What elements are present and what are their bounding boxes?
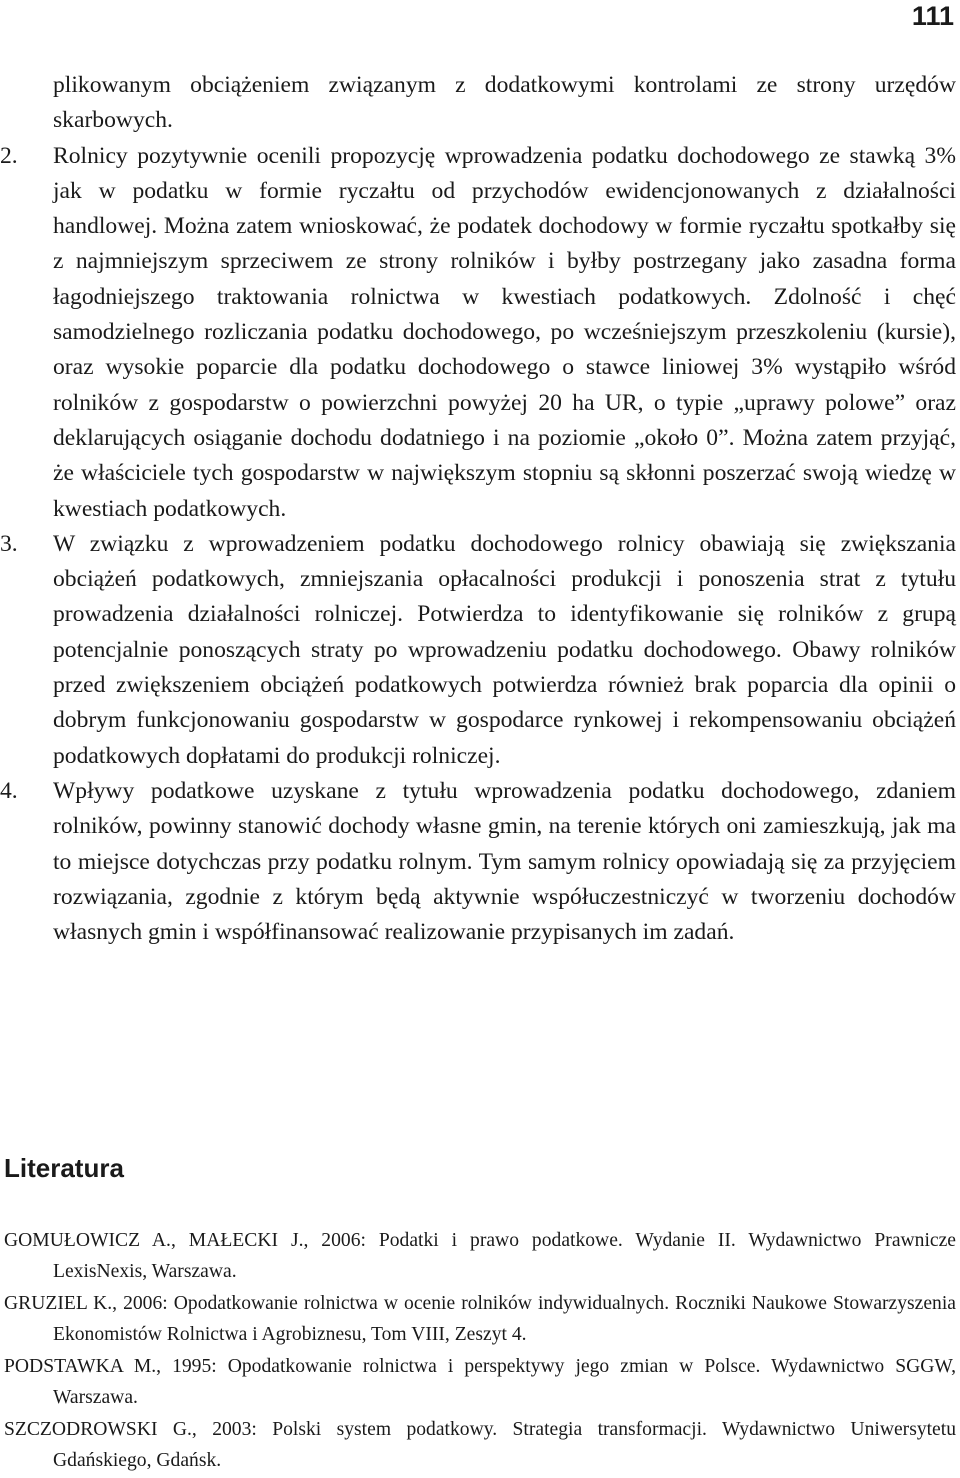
list-item-continuation: [0, 68, 956, 139]
list-item-number: 3.: [0, 530, 18, 557]
reference-item: PODSTAWKA M., 1995: Opodatkowanie rolnictwa i perspektywy jego zmian w Polsce. Wydawnictwo SGGW, Warszawa.: [4, 1356, 956, 1408]
reference-item: SZCZODROWSKI G., 2003: Polski system podatkowy. Strategia transformacji. Wydawnictwo Uniwersytetu Gdańskiego, Gdańsk.: [4, 1419, 956, 1471]
literature-heading: Literatura: [4, 1153, 124, 1183]
list-item-2: [0, 139, 956, 527]
page-number: 111: [911, 1, 954, 31]
list-item-number: 2.: [0, 142, 18, 169]
list-item-text: Rolnicy pozytywnie ocenili propozycję wprowadzenia podatku dochodowego ze stawką 3% jak w podatku w formie ryczałtu od przychodów ewidencjonowanych z działalności handlowej. Można zatem wnioskować, że podatek dochodowy w formie ryczałtu spotkałby się z najmniejszym sprzeciwem ze strony rolników i byłby postrzegany jako zasadna forma łagodniejszego traktowania rolnictwa w kwestiach podatkowych. Zdolność i chęć samodzielnego rozliczania podatku dochodowego, po wcześniejszym przeszkoleniu (kursie), oraz wysokie poparcie dla podatku dochodowego o stawce liniowej 3% wystąpiło wśród rolników z gospodarstw o powierzchni powyżej 20 ha UR, o typie „uprawy polowe” oraz deklarujących osiąganie dochodu dodatniego i na poziomie „około 0”. Można zatem przyjąć, że właściciele tych gospodarstw w największym stopniu są skłonni poszerzać swoją wiedzę w kwestiach podatkowych.: [53, 142, 956, 522]
conclusions-list: [0, 68, 956, 950]
references-list: [4, 1226, 956, 1478]
list-item-4: [0, 774, 956, 950]
list-item-text: Wpływy podatkowe uzyskane z tytułu wprowadzenia podatku dochodowego, zdaniem rolników, powinny stanowić dochody własne gmin, na terenie których oni zamieszkują, jak ma to miejsce dotychczas przy podatku rolnym. Tym samym rolnicy opowiadają się za przyjęciem rozwiązania, zgodnie z którym będą aktywnie współuczestniczyć w tworzeniu dochodów własnych gmin i współfinansować realizowanie przypisanych im zadań.: [53, 777, 956, 946]
reference-item: GOMUŁOWICZ A., MAŁECKI J., 2006: Podatki i prawo podatkowe. Wydanie II. Wydawnictwo Prawnicze LexisNexis, Warszawa.: [4, 1230, 956, 1282]
list-item-text: plikowanym obciążeniem związanym z dodatkowymi kontrolami ze strony urzędów skarbowych.: [53, 72, 956, 134]
list-item-3: [0, 527, 956, 774]
reference-item: GRUZIEL K., 2006: Opodatkowanie rolnictwa w ocenie rolników indywidualnych. Roczniki Naukowe Stowarzyszenia Ekonomistów Rolnictwa i Agrobiznesu, Tom VIII, Zeszyt 4.: [4, 1293, 956, 1345]
list-item-number: 4.: [0, 777, 18, 804]
list-item-text: W związku z wprowadzeniem podatku dochodowego rolnicy obawiają się zwiększania obciążeń podatkowych, zmniejszania opłacalności produkcji i ponoszenia strat z tytułu prowadzenia działalności rolniczej. Potwierdza to identyfikowanie się rolników z grupą potencjalnie ponoszących straty po wprowadzeniu podatku dochodowego. Obawy rolników przed zwiększeniem obciążeń podatkowych potwierdza również brak poparcia dla opinii o dobrym funkcjonowaniu gospodarstw w gospodarce rynkowej i rekompensowaniu obciążeń podatkowych dopłatami do produkcji rolniczej.: [53, 530, 956, 769]
